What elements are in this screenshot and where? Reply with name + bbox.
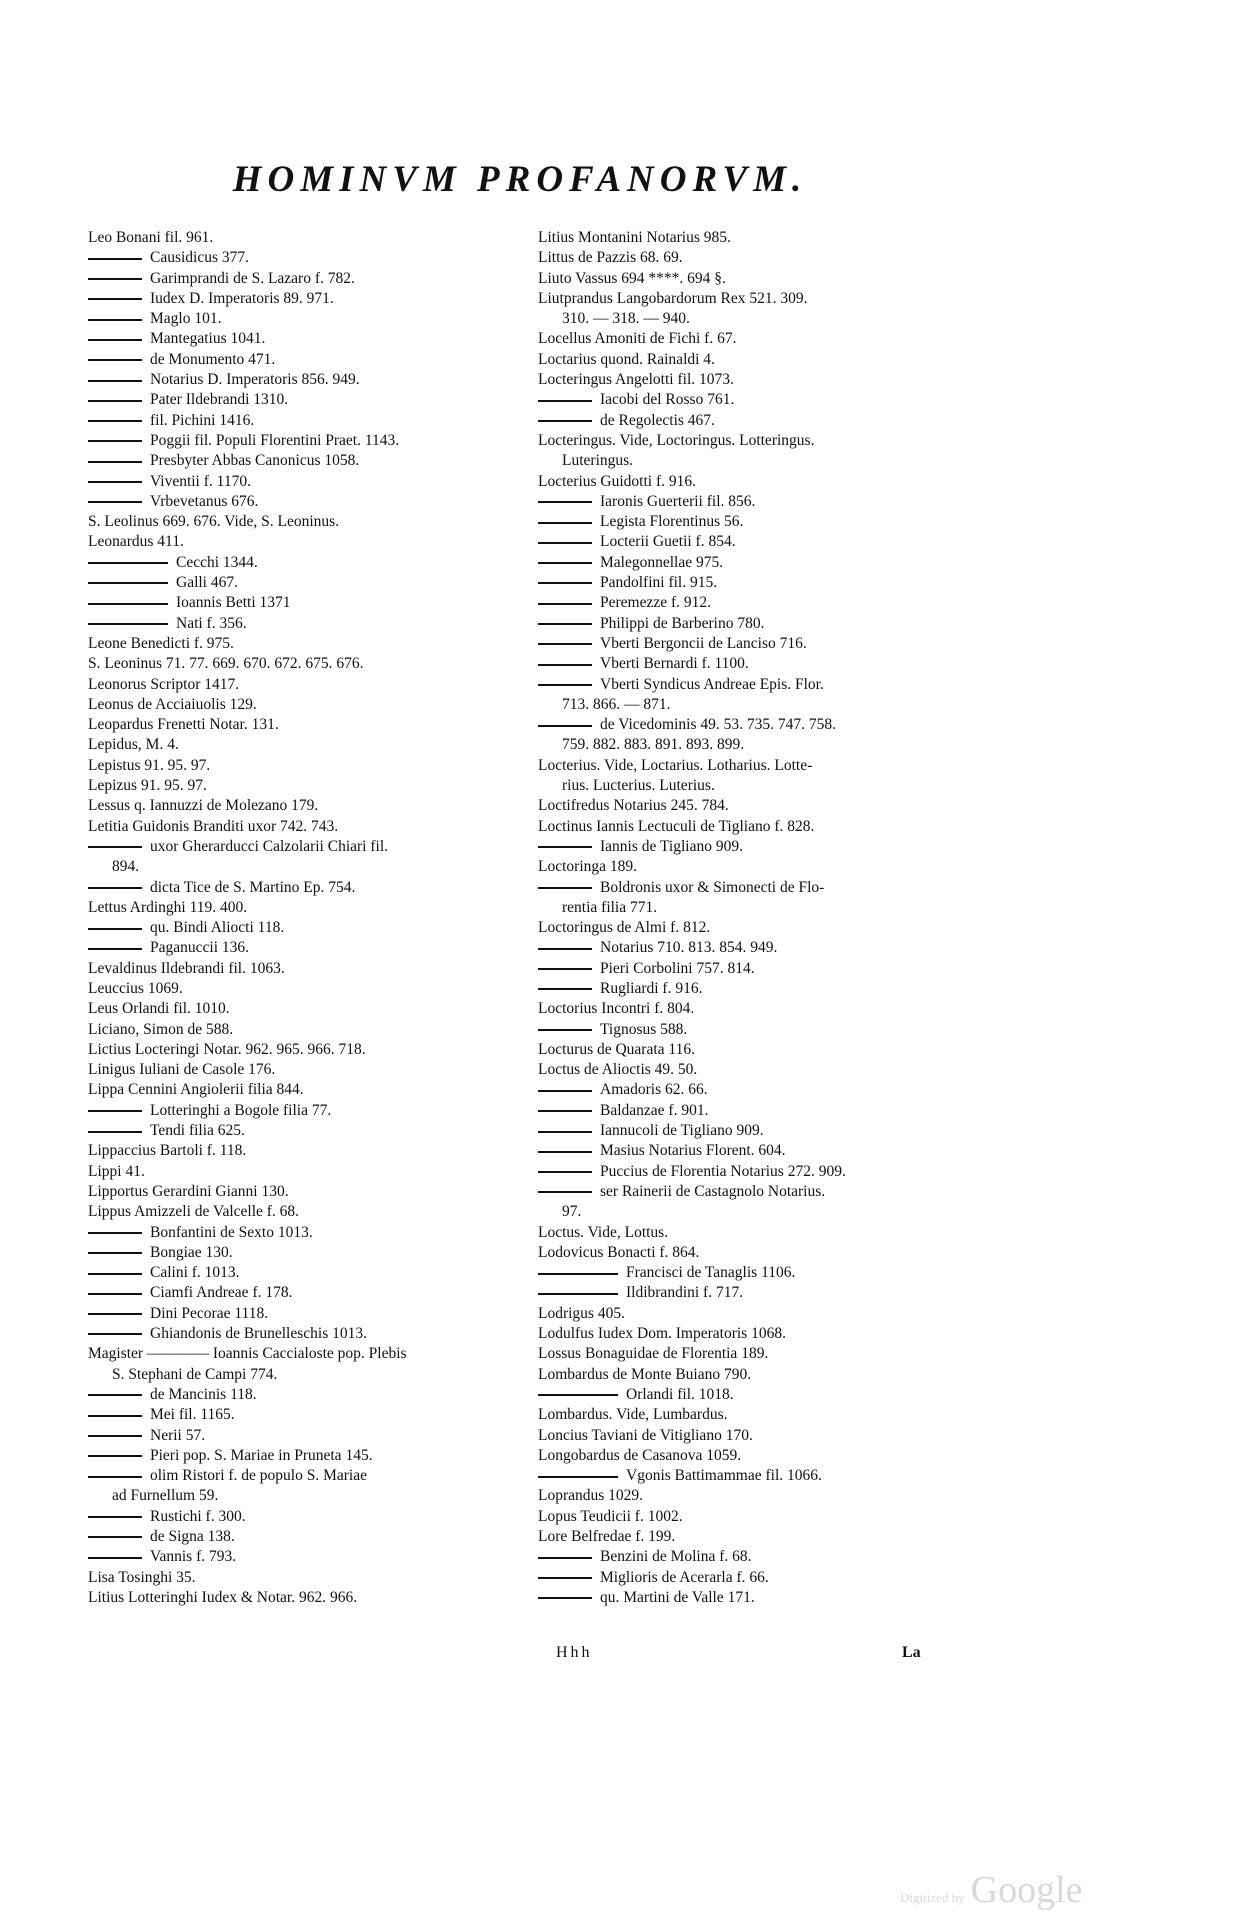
index-entry: ser Rainerii de Castagnolo Notarius. xyxy=(538,1182,968,1202)
index-entry: Locterius. Vide, Loctarius. Lotharius. Lotte- xyxy=(538,756,813,774)
index-entry: fil. Pichini 1416. xyxy=(88,411,516,431)
index-entry: Bongiae 130. xyxy=(88,1243,516,1263)
index-entry: Maglo 101. xyxy=(88,309,516,329)
index-entry: Longobardus de Casanova 1059. xyxy=(538,1446,742,1464)
index-entry: Lippa Cennini Angiolerii filia 844. xyxy=(88,1081,304,1099)
index-entry: Calini f. 1013. xyxy=(88,1263,516,1283)
index-entry: 759. 882. 883. 891. 893. 899. xyxy=(562,736,745,754)
index-entry: Philippi de Barberino 780. xyxy=(538,614,968,634)
index-entry: Leuccius 1069. xyxy=(88,979,183,997)
index-entry: olim Ristori f. de populo S. Mariae xyxy=(88,1466,516,1486)
index-entry: Lodovicus Bonacti f. 864. xyxy=(538,1243,700,1261)
index-entry: Masius Notarius Florent. 604. xyxy=(538,1141,968,1161)
index-entry: dicta Tice de S. Martino Ep. 754. xyxy=(88,878,516,898)
index-entry: Luteringus. xyxy=(562,452,634,470)
index-entry: Paganuccii 136. xyxy=(88,938,516,958)
index-entry: Mei fil. 1165. xyxy=(88,1405,516,1425)
index-entry: Notarius 710. 813. 854. 949. xyxy=(538,938,968,958)
index-entry: Presbyter Abbas Canonicus 1058. xyxy=(88,451,516,471)
index-entry: Lippus Amizzeli de Valcelle f. 68. xyxy=(88,1203,300,1221)
index-entry: Loctus. Vide, Lottus. xyxy=(538,1223,669,1241)
index-entry: Leonardus 411. xyxy=(88,533,184,551)
index-entry: de Mancinis 118. xyxy=(88,1385,516,1405)
index-entry: Lipportus Gerardini Gianni 130. xyxy=(88,1182,289,1200)
index-entry: Locterii Guetii f. 854. xyxy=(538,532,968,552)
index-entry: Iannis de Tigliano 909. xyxy=(538,837,968,857)
index-entry: de Monumento 471. xyxy=(88,350,516,370)
index-entry: Iaronis Guerterii fil. 856. xyxy=(538,492,968,512)
index-entry: Pandolfini fil. 915. xyxy=(538,573,968,593)
index-entry: Locterius Guidotti f. 916. xyxy=(538,472,696,490)
index-entry: Vannis f. 793. xyxy=(88,1547,516,1567)
index-entry: 310. — 318. — 940. xyxy=(562,310,690,328)
index-entry: Leonus de Acciaiuolis 129. xyxy=(88,695,257,713)
index-entry: Boldronis uxor & Simonecti de Flo- xyxy=(538,878,968,898)
index-entry: Vberti Bernardi f. 1100. xyxy=(538,654,968,674)
index-entry: qu. Martini de Valle 171. xyxy=(538,1588,968,1608)
index-entry: Legista Florentinus 56. xyxy=(538,512,968,532)
index-entry: Lisa Tosinghi 35. xyxy=(88,1568,196,1586)
index-entry: qu. Bindi Aliocti 118. xyxy=(88,918,516,938)
index-entry: Pater Ildebrandi 1310. xyxy=(88,390,516,410)
index-entry: Garimprandi de S. Lazaro f. 782. xyxy=(88,269,516,289)
index-entry: Lossus Bonaguidae de Florentia 189. xyxy=(538,1345,769,1363)
index-entry: Leonorus Scriptor 1417. xyxy=(88,675,240,693)
index-entry: Loncius Taviani de Vitigliano 170. xyxy=(538,1426,753,1444)
index-entry: Galli 467. xyxy=(88,573,516,593)
index-entry: Vgonis Battimammae fil. 1066. xyxy=(538,1466,968,1486)
index-entry: Mantegatius 1041. xyxy=(88,329,516,349)
index-entry: Puccius de Florentia Notarius 272. 909. xyxy=(538,1162,968,1182)
index-entry: uxor Gherarducci Calzolarii Chiari fil. xyxy=(88,837,516,857)
index-entry: Liutprandus Langobardorum Rex 521. 309. xyxy=(538,289,808,307)
index-entry: Locteringus Angelotti fil. 1073. xyxy=(538,371,734,389)
index-entry: Lepidus, M. 4. xyxy=(88,736,179,754)
index-entry: Locellus Amoniti de Fichi f. 67. xyxy=(538,330,737,348)
index-entry: Iacobi del Rosso 761. xyxy=(538,390,968,410)
index-entry: Lepizus 91. 95. 97. xyxy=(88,777,207,795)
index-entry: Baldanzae f. 901. xyxy=(538,1101,968,1121)
watermark-prefix: Digitized by xyxy=(900,1890,965,1905)
catchword: La xyxy=(902,1644,921,1661)
index-entry: Leone Benedicti f. 975. xyxy=(88,634,234,652)
index-entry: Pieri Corbolini 757. 814. xyxy=(538,959,968,979)
index-entry: Tignosus 588. xyxy=(538,1020,968,1040)
index-entry: Ildibrandini f. 717. xyxy=(538,1283,968,1303)
index-entry: Letitia Guidonis Branditi uxor 742. 743. xyxy=(88,817,339,835)
index-entry: Lessus q. Iannuzzi de Molezano 179. xyxy=(88,797,319,815)
index-entry: 713. 866. — 871. xyxy=(562,695,671,713)
index-entry: Lictius Locteringi Notar. 962. 965. 966. 718. xyxy=(88,1040,366,1058)
index-entry: Tendi filia 625. xyxy=(88,1121,516,1141)
index-entry: Francisci de Tanaglis 1106. xyxy=(538,1263,968,1283)
index-entry: Litius Montanini Notarius 985. xyxy=(538,229,731,246)
index-entry: Loctoringus de Almi f. 812. xyxy=(538,919,711,937)
index-entry: 894. xyxy=(112,858,140,876)
index-entry: Loctifredus Notarius 245. 784. xyxy=(538,797,729,815)
index-entry: Causidicus 377. xyxy=(88,248,516,268)
digitization-watermark xyxy=(900,1868,1083,1912)
index-entry: Leo Bonani fil. 961. xyxy=(88,229,214,246)
index-entry: S. Stephani de Campi 774. xyxy=(112,1365,278,1383)
signature-mark: Hhh xyxy=(556,1644,593,1661)
index-entry: de Regolectis 467. xyxy=(538,411,968,431)
index-entry: Amadoris 62. 66. xyxy=(538,1080,968,1100)
index-entry: Vberti Bergoncii de Lanciso 716. xyxy=(538,634,968,654)
index-entry: S. Leolinus 669. 676. Vide, S. Leoninus. xyxy=(88,513,340,531)
index-entry: Lepistus 91. 95. 97. xyxy=(88,756,211,774)
index-entry: Liuto Vassus 694 ****. 694 §. xyxy=(538,269,726,287)
index-entry: Litius Lotteringhi Iudex & Notar. 962. 966. xyxy=(88,1588,358,1606)
index-entry: Lombardus. Vide, Lumbardus. xyxy=(538,1406,728,1424)
index-entry: Orlandi fil. 1018. xyxy=(538,1385,968,1405)
index-entry: Nerii 57. xyxy=(88,1426,516,1446)
index-entry: Iudex D. Imperatoris 89. 971. xyxy=(88,289,516,309)
index-entry: Loctoringa 189. xyxy=(538,858,638,876)
index-entry: Loprandus 1029. xyxy=(538,1487,644,1505)
index-entry: Levaldinus Ildebrandi fil. 1063. xyxy=(88,959,285,977)
index-entry: Vrbevetanus 676. xyxy=(88,492,516,512)
index-entry: Lombardus de Monte Buiano 790. xyxy=(538,1365,752,1383)
index-entry: Malegonnellae 975. xyxy=(538,553,968,573)
index-entry: ad Furnellum 59. xyxy=(112,1487,219,1505)
index-entry: rentia filia 771. xyxy=(562,898,658,916)
index-entry: Lotteringhi a Bogole filia 77. xyxy=(88,1101,516,1121)
index-entry: Lore Belfredae f. 199. xyxy=(538,1528,676,1545)
index-entry: Cecchi 1344. xyxy=(88,553,516,573)
index-entry: Liciano, Simon de 588. xyxy=(88,1020,234,1038)
index-entry: Leopardus Frenetti Notar. 131. xyxy=(88,716,279,734)
index-entry: Dini Pecorae 1118. xyxy=(88,1304,516,1324)
index-entry: Lodulfus Iudex Dom. Imperatoris 1068. xyxy=(538,1325,786,1343)
index-entry: de Vicedominis 49. 53. 735. 747. 758. xyxy=(538,715,968,735)
index-entry: Viventii f. 1170. xyxy=(88,472,516,492)
index-entry: Benzini de Molina f. 68. xyxy=(538,1547,968,1567)
index-entry: Loctus de Alioctis 49. 50. xyxy=(538,1061,698,1079)
index-entry: Lodrigus 405. xyxy=(538,1304,625,1322)
index-entry: Littus de Pazzis 68. 69. xyxy=(538,249,683,267)
watermark-brand: Google xyxy=(970,1869,1083,1911)
index-entry: S. Leoninus 71. 77. 669. 670. 672. 675. 676. xyxy=(88,655,364,673)
index-entry: rius. Lucterius. Luterius. xyxy=(562,777,715,795)
index-entry: Loctinus Iannis Lectuculi de Tigliano f. 828. xyxy=(538,817,815,835)
index-column-right xyxy=(538,228,968,1608)
index-entry: Ghiandonis de Brunelleschis 1013. xyxy=(88,1324,516,1344)
index-entry: de Signa 138. xyxy=(88,1527,516,1547)
index-entry: Lopus Teudicii f. 1002. xyxy=(538,1507,683,1525)
index-entry: Notarius D. Imperatoris 856. 949. xyxy=(88,370,516,390)
index-entry: Vberti Syndicus Andreae Epis. Flor. xyxy=(538,675,968,695)
index-entry: Ciamfi Andreae f. 178. xyxy=(88,1283,516,1303)
index-column-left xyxy=(88,228,516,1608)
index-entry: Peremezze f. 912. xyxy=(538,593,968,613)
index-entry: Rugliardi f. 916. xyxy=(538,979,968,999)
index-entry: Miglioris de Acerarla f. 66. xyxy=(538,1568,968,1588)
index-entry: Ioannis Betti 1371 xyxy=(88,593,516,613)
index-entry: Locteringus. Vide, Loctoringus. Lotteringus. xyxy=(538,431,815,449)
index-entry: 97. xyxy=(562,1203,582,1221)
index-entry: Rustichi f. 300. xyxy=(88,1507,516,1527)
index-entry: Lippi 41. xyxy=(88,1162,145,1180)
index-entry: Pieri pop. S. Mariae in Pruneta 145. xyxy=(88,1446,516,1466)
index-entry: Iannucoli de Tigliano 909. xyxy=(538,1121,968,1141)
index-entry: Nati f. 356. xyxy=(88,614,516,634)
index-entry: Locturus de Quarata 116. xyxy=(538,1040,695,1058)
index-entry: Lippaccius Bartoli f. 118. xyxy=(88,1142,247,1160)
index-entry: Loctarius quond. Rainaldi 4. xyxy=(538,350,715,368)
index-entry: Poggii fil. Populi Florentini Praet. 1143. xyxy=(88,431,516,451)
index-entry: Magister ———— Ioannis Caccialoste pop. Plebis xyxy=(88,1345,407,1363)
index-entry: Linigus Iuliani de Casole 176. xyxy=(88,1061,276,1079)
index-entry: Leus Orlandi fil. 1010. xyxy=(88,1000,230,1018)
index-entry: Bonfantini de Sexto 1013. xyxy=(88,1223,516,1243)
index-entry: Lettus Ardinghi 119. 400. xyxy=(88,898,248,916)
page-title: HOMINVM PROFANORVM. xyxy=(232,159,808,200)
index-entry: Loctorius Incontri f. 804. xyxy=(538,1000,695,1018)
